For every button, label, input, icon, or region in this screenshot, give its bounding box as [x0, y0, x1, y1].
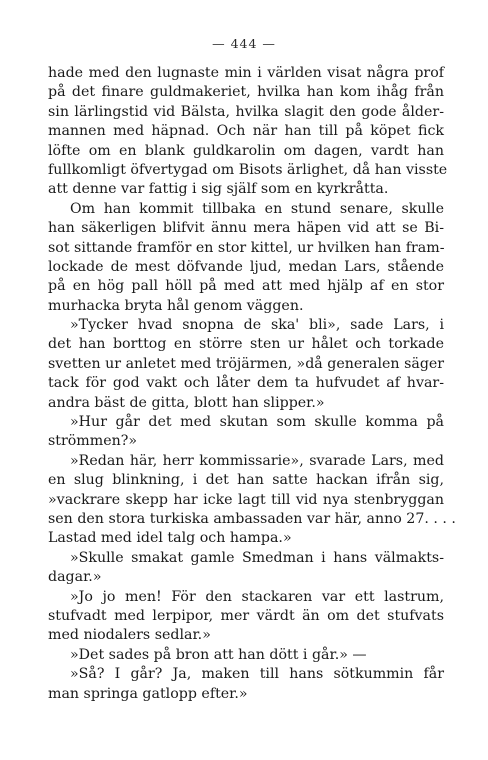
- text-line: med niodalers sedlar.»: [48, 627, 211, 644]
- text-line: »Redan här, herr kommissarie», svarade Lars, med: [70, 452, 444, 469]
- text-line: att denne var fattig i sig själf som en kyrkråtta.: [48, 181, 389, 198]
- text-line: svetten ur anletet med tröjärmen, »då generalen säger: [48, 355, 445, 372]
- text-line: dagar.»: [48, 569, 102, 586]
- text-line: en slug blinkning, i det han satte hackan ifrån sig,: [48, 472, 444, 489]
- text-line: sin lärlingstid vid Bälsta, hvilka slagit den gode ålder-: [48, 103, 444, 120]
- body-text: [48, 64, 456, 704]
- text-line: sen den stora turkiska ambassaden var här, anno 27. . . .: [48, 510, 456, 527]
- text-line: stufvadt med lerpipor, mer värdt än om det stufvats: [48, 607, 444, 624]
- text-line: man springa gatlopp efter.»: [48, 685, 248, 702]
- text-line: »Så? I går? Ja, maken till hans sötkummin får: [70, 666, 444, 683]
- text-line: löfte om en blank guldkarolin om dagen, vardt han: [48, 142, 444, 159]
- text-line: tack för god vakt och låter dem ta hufvudet af hvar-: [48, 375, 444, 392]
- text-line: det han borttog en större sten ur hålet och torkade: [48, 336, 444, 353]
- text-line: Om han kommit tillbaka en stund senare, skulle: [70, 200, 444, 217]
- text-line: andra bäst de gitta, blott han slipper.»: [48, 394, 325, 411]
- text-line: murhacka bryta hål genom väggen.: [48, 297, 304, 314]
- text-line: »Hur går det med skutan som skulle komma på: [70, 414, 444, 431]
- text-line: mannen med häpnad. Och när han till på köpet fick: [48, 123, 444, 140]
- text-line: Lastad med idel talg och hampa.»: [48, 530, 292, 547]
- page-number: — 444 —: [212, 36, 276, 51]
- text-line: »Skulle smakat gamle Smedman i hans välmakts-: [70, 549, 444, 566]
- text-line: fullkomligt öfvertygad om Bisots ärlighet, då han visste: [48, 161, 448, 178]
- text-line: hade med den lugnaste min i världen visat några prof: [48, 65, 444, 81]
- text-line: »Det sades på bron att han dött i går.» —: [70, 646, 367, 663]
- text-line: »vackrare skepp har icke lagt till vid nya stenbryggan: [48, 491, 444, 508]
- text-line: strömmen?»: [48, 433, 138, 450]
- text-line: »Jo jo men! För den stackaren var ett lastrum,: [70, 588, 444, 605]
- text-line: lockade de mest döfvande ljud, medan Lars, stående: [48, 258, 444, 275]
- text-line: »Tycker hvad snopna de ska' bli», sade Lars, i: [70, 317, 444, 334]
- text-line: på det finare guldmakeriet, hvilka han kom ihåg från: [48, 84, 444, 101]
- text-line: sot sittande framför en stor kittel, ur hvilken han fram-: [48, 239, 445, 256]
- text-line: på en hög pall höll på med att med hjälp af en stor: [48, 278, 444, 295]
- text-line: han säkerligen blifvit ännu mera häpen vid att se Bi-: [48, 220, 444, 237]
